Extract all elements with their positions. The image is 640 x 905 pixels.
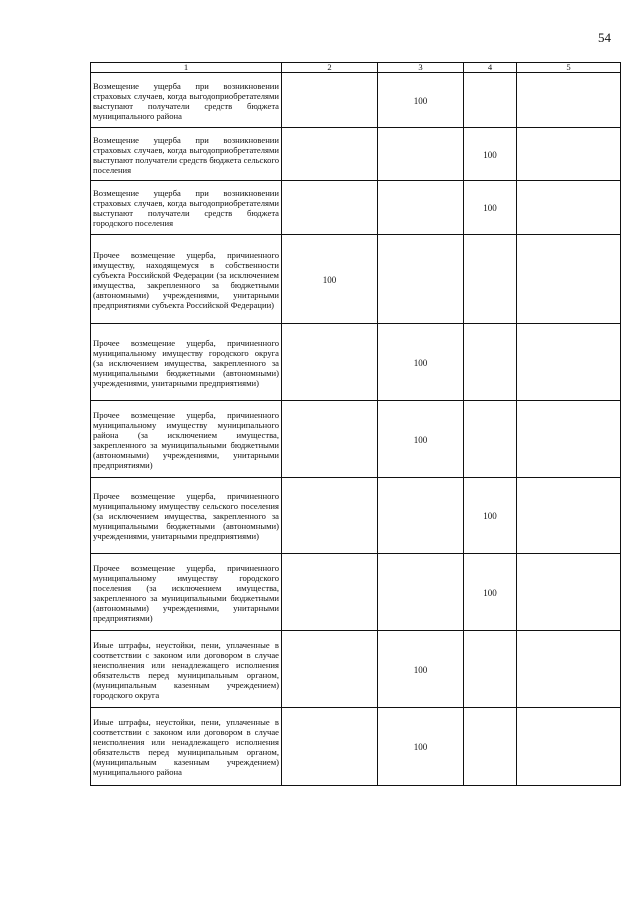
cell-col5 xyxy=(517,235,621,324)
table-row xyxy=(91,708,621,786)
cell-col3: 100 xyxy=(378,708,464,786)
cell-col4: 100 xyxy=(464,554,517,631)
cell-col2 xyxy=(282,324,378,401)
column-header-3: 3 xyxy=(378,63,464,73)
table-row xyxy=(91,73,621,128)
row-description: Возмещение ущерба при возникновении страховых случаев, когда выгодоприобретателями выступают получатели средств бюджета городского поселения xyxy=(91,181,282,235)
cell-col5 xyxy=(517,324,621,401)
cell-col5 xyxy=(517,181,621,235)
column-header-4: 4 xyxy=(464,63,517,73)
cell-col3 xyxy=(378,554,464,631)
cell-col5 xyxy=(517,554,621,631)
cell-col3: 100 xyxy=(378,73,464,128)
cell-col2 xyxy=(282,478,378,554)
row-description: Возмещение ущерба при возникновении страховых случаев, когда выгодоприобретателями выступают получатели средств бюджета муниципального района xyxy=(91,73,282,128)
cell-col5 xyxy=(517,708,621,786)
cell-col2 xyxy=(282,708,378,786)
row-description: Прочее возмещение ущерба, причиненного муниципальному имуществу сельского поселения (за исключением имущества, закрепленного за муниципальными бюджетными (автономными) учреждениями, унитарными предприятиями) xyxy=(91,478,282,554)
cell-col2 xyxy=(282,401,378,478)
cell-col3: 100 xyxy=(378,631,464,708)
cell-col3: 100 xyxy=(378,324,464,401)
cell-col5 xyxy=(517,401,621,478)
cell-col5 xyxy=(517,631,621,708)
cell-col2: 100 xyxy=(282,235,378,324)
cell-col4 xyxy=(464,401,517,478)
row-description: Прочее возмещение ущерба, причиненного муниципальному имуществу городского поселения (за исключением имущества, закрепленного за муниципальными бюджетными (автономными) учреждениями, унитарными предприятиями) xyxy=(91,554,282,631)
table-row xyxy=(91,401,621,478)
cell-col4: 100 xyxy=(464,128,517,181)
row-description: Иные штрафы, неустойки, пени, уплаченные в соответствии с законом или договором в случае неисполнения или ненадлежащего исполнения обязательств перед муниципальным органом, (муниципальным казенным учреждением) муниципального района xyxy=(91,708,282,786)
cell-col5 xyxy=(517,478,621,554)
table-row xyxy=(91,554,621,631)
table-row xyxy=(91,128,621,181)
cell-col2 xyxy=(282,181,378,235)
cell-col2 xyxy=(282,554,378,631)
row-description: Возмещение ущерба при возникновении страховых случаев, когда выгодоприобретателями выступают получатели средств бюджета сельского поселения xyxy=(91,128,282,181)
column-header-5: 5 xyxy=(517,63,621,73)
cell-col4 xyxy=(464,235,517,324)
table-row xyxy=(91,478,621,554)
table-row xyxy=(91,631,621,708)
cell-col4: 100 xyxy=(464,478,517,554)
row-description: Иные штрафы, неустойки, пени, уплаченные в соответствии с законом или договором в случае неисполнения или ненадлежащего исполнения обязательств перед муниципальным органом, (муниципальным казенным учреждением) городского округа xyxy=(91,631,282,708)
cell-col5 xyxy=(517,128,621,181)
cell-col2 xyxy=(282,631,378,708)
revenue-norms-table xyxy=(90,62,621,786)
column-header-2: 2 xyxy=(282,63,378,73)
cell-col3 xyxy=(378,478,464,554)
row-description: Прочее возмещение ущерба, причиненного муниципальному имуществу городского округа (за исключением имущества, закрепленного за муниципальными бюджетными (автономными) учреждениями, унитарными предприятиями) xyxy=(91,324,282,401)
cell-col3 xyxy=(378,128,464,181)
cell-col4 xyxy=(464,324,517,401)
table-header-row xyxy=(91,63,621,73)
cell-col5 xyxy=(517,73,621,128)
column-header-1: 1 xyxy=(91,63,282,73)
cell-col4 xyxy=(464,631,517,708)
cell-col2 xyxy=(282,128,378,181)
cell-col4: 100 xyxy=(464,181,517,235)
cell-col4 xyxy=(464,708,517,786)
cell-col3: 100 xyxy=(378,401,464,478)
cell-col3 xyxy=(378,181,464,235)
table-row xyxy=(91,324,621,401)
row-description: Прочее возмещение ущерба, причиненного муниципальному имуществу муниципального района (за исключением имущества, закрепленного за муниципальными бюджетными (автономными) учреждениями, унитарными предприятиями) xyxy=(91,401,282,478)
page-number: 54 xyxy=(598,30,611,45)
cell-col2 xyxy=(282,73,378,128)
cell-col3 xyxy=(378,235,464,324)
cell-col4 xyxy=(464,73,517,128)
table-row xyxy=(91,181,621,235)
row-description: Прочее возмещение ущерба, причиненного имуществу, находящемуся в собственности субъекта Российской Федерации (за исключением имущества, закрепленного за бюджетными (автономными) учреждениями, унитарными предприятиями субъекта Российской Федерации) xyxy=(91,235,282,324)
table-row xyxy=(91,235,621,324)
